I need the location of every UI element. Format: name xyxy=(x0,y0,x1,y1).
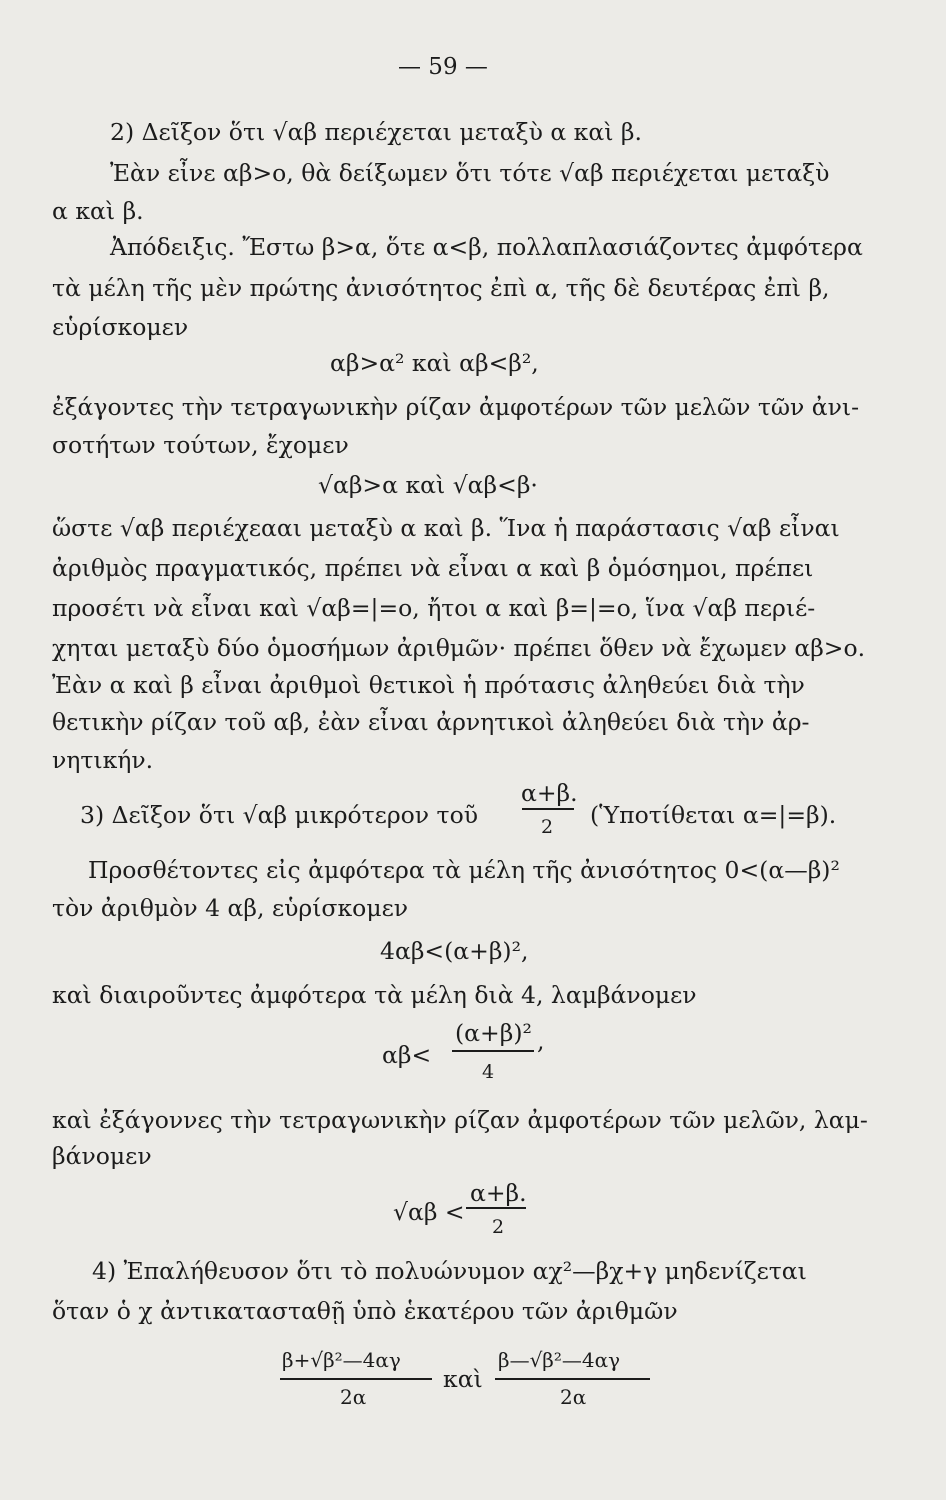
text-line: Ἀπόδειξις. Ἔστω β>α, ὅτε α<β, πολλαπλασιάζοντες ἀμφότερα xyxy=(110,233,863,261)
formula: √αβ>α καὶ √αβ<β· xyxy=(318,471,538,499)
text-line: καὶ ἐξάγοννες τὴν τετραγωνικὴν ρίζαν ἀμφοτέρων τῶν μελῶν, λαμ- xyxy=(52,1106,868,1134)
fraction-bar xyxy=(452,1050,534,1052)
text-line: ἀριθμὸς πραγματικός, πρέπει νὰ εἶναι α καὶ β ὁμόσημοι, πρέπει xyxy=(52,554,814,582)
text-line: εὑρίσκομεν xyxy=(52,313,189,341)
formula: 4αβ<(α+β)², xyxy=(380,937,529,965)
fraction-bar xyxy=(495,1378,650,1380)
fraction-bar xyxy=(280,1378,432,1380)
text-line: τὰ μέλη τῆς μὲν πρώτης ἀνισότητος ἐπὶ α, τῆς δὲ δευτέρας ἐπὶ β, xyxy=(52,274,830,302)
formula: , xyxy=(537,1027,545,1055)
text-line: σοτήτων τούτων, ἔχομεν xyxy=(52,431,349,459)
fraction-bar xyxy=(466,1207,526,1209)
text-line: ἐξάγοντες τὴν τετραγωνικὴν ρίζαν ἀμφοτέρων τῶν μελῶν τῶν ἀνι- xyxy=(52,393,860,421)
text-line: προσέτι νὰ εἶναι καὶ √αβ=|=ο, ἤτοι α καὶ β=|=ο, ἵνα √αβ περιέ- xyxy=(52,594,816,622)
text-line: 3) Δεῖξον ὅτι √αβ μικρότερον τοῦ xyxy=(80,801,478,829)
text-line: 4) Ἐπαλήθευσον ὅτι τὸ πολυώνυμον αχ²—βχ+γ μηδενίζεται xyxy=(92,1257,807,1285)
text-line: καὶ διαιροῦντες ἀμφότερα τὰ μέλη διὰ 4, λαμβάνομεν xyxy=(52,981,697,1009)
fraction-denominator: 2 xyxy=(541,816,554,838)
fraction-denominator: 2α xyxy=(340,1385,367,1409)
fraction-denominator: 2 xyxy=(492,1216,505,1238)
text-line: ὅταν ὁ χ ἀντικατασταθῇ ὑπὸ ἑκατέρου τῶν ἀριθμῶν xyxy=(52,1297,678,1325)
conjunction: καὶ xyxy=(443,1365,483,1393)
fraction-numerator: α+β. xyxy=(470,1179,527,1207)
text-line: Ἐὰν α καὶ β εἶναι ἀριθμοὶ θετικοὶ ἡ πρότασις ἀληθεύει διὰ τὴν xyxy=(52,671,805,699)
formula: √αβ < xyxy=(393,1198,465,1226)
text-line: 2) Δεῖξον ὅτι √αβ περιέχεται μεταξὺ α καὶ β. xyxy=(110,118,642,146)
text-line: Προσθέτοντες εἰς ἀμφότερα τὰ μέλη τῆς ἀνισότητος 0<(α—β)² xyxy=(88,856,840,884)
fraction-denominator: 4 xyxy=(482,1061,495,1083)
fraction-denominator: 2α xyxy=(560,1385,587,1409)
fraction-bar xyxy=(522,808,574,810)
text-line: θετικὴν ρίζαν τοῦ αβ, ἐὰν εἶναι ἀρνητικοὶ ἀληθεύει διὰ τὴν ἀρ- xyxy=(52,708,810,736)
fraction-numerator: β—√β²—4αγ xyxy=(498,1348,621,1372)
text-line: α καὶ β. xyxy=(52,197,144,225)
page-number: — 59 — xyxy=(398,54,488,80)
fraction-numerator: (α+β)² xyxy=(455,1019,532,1047)
text-line: βάνομεν xyxy=(52,1142,152,1170)
text-line: τὸν ἀριθμὸν 4 αβ, εὑρίσκομεν xyxy=(52,894,409,922)
text-line: ὥστε √αβ περιέχεααι μεταξὺ α καὶ β. Ἵνα ἡ παράστασις √αβ εἶναι xyxy=(52,514,840,542)
fraction-numerator: β+√β²—4αγ xyxy=(282,1348,401,1372)
text-line: χηται μεταξὺ δύο ὁμοσήμων ἀριθμῶν· πρέπει ὅθεν νὰ ἔχωμεν αβ>ο. xyxy=(52,634,866,662)
text-line: νητικήν. xyxy=(52,746,154,774)
text-line: Ἐὰν εἶνε αβ>ο, θὰ δείξωμεν ὅτι τότε √αβ περιέχεται μεταξὺ xyxy=(110,159,830,187)
formula: αβ< xyxy=(382,1041,432,1069)
formula: αβ>α² καὶ αβ<β², xyxy=(330,349,539,377)
fraction-numerator: α+β. xyxy=(521,779,578,807)
text-line: (Ὑποτίθεται α=|=β). xyxy=(590,801,837,829)
